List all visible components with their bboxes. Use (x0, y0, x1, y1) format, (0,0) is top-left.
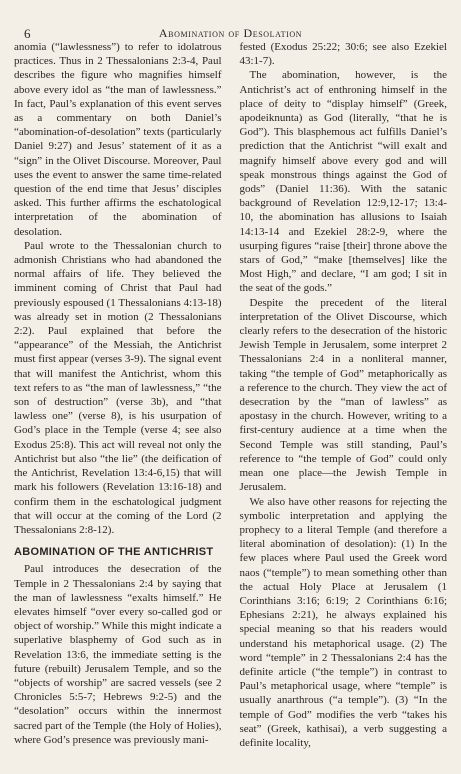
page-header (14, 0, 447, 40)
paragraph: Despite the precedent of the literal interpretation of the Olivet Discourse, which clearly refers to the desecration of the historic Jewish Temple in Jerusalem, some interpret 2 Thessalonians 2:4 in a nonliteral manner, taking “the temple of God” metaphorically as a reference to the church. They view the act of desecration by the “man of lawless” as apostasy in the church. However, writing to a first-century audience at a time when the Second Temple was still standing, Paul’s reference to “the temple of God” could only mean one place—the Jewish Temple in Jerusalem. (239, 296, 447, 494)
paragraph: Paul introduces the desecration of the Temple in 2 Thessalonians 2:4 by saying that the man of lawlessness “exalts himself.” He elevates himself “over every so-called god or object of worship.” While this might indicate a superlative blasphemy of God such as in Revelation 13:6, the immediate setting is the future (rebuilt) Jerusalem Temple, and so the “objects of worship” are sacred vessels (see 2 Chronicles 5:5-7; Hebrews 9:2-5) and the “desolation” occurs within the innermost sacred part of the Temple (the Holy of Holies), where God’s presence was previously mani- (14, 563, 222, 746)
paragraph: We also have other reasons for rejecting the symbolic interpretation and applying the prophecy to a literal Temple (and therefore a literal abomination of desolation): (1) In the few places where Paul used the Greek word naos (“temple”) to mean something other than the actual Holy Place at Jerusalem (1 Corinthians 3:16; 6:19; 2 Corinthians 6:16; Ephesians 2:21), he always explained his special meaning so that his readers would understand his metaphorical usage. (2) The word “temple” in 2 Thessalonians 2:4 has the definite article (“the temple”) in contrast to Paul’s metaphorical usage, where “temple” is usually anarthrous (“a temple”). (3) “In the temple of God” modifies the verb “takes his seat” (Greek, kathisai), a verb suggesting a definite locality, (239, 495, 447, 749)
paragraph: Paul wrote to the Thessalonian church to admonish Christians who had abandoned the normal affairs of life. They believed the imminent coming of Christ that Paul had previously espoused (1 Thessalonians 4:13-18) was already set in motion (2 Thessalonians 2:2). Paul explained that before the “appearance” of the Messiah, the Antichrist must first appear (verses 3-9). The signal event that will manifest the Antichrist, whom this text refers to as “the man of lawlessness,” “the son of destruction” (verse 3b), and “that lawless one” (verse 8), is his usurpation of God’s place in the Temple (verse 4; see also Exodus 25:8). This act will reveal not only the Antichrist but also “the lie” (the deification of the Antichrist, Revelation 13:4-6,15) that will mark his followers (Revelation 13:16-18) and confirm them in the eschatological judgment that will occur at the coming of the Lord (2 Thessalonians 2:8-12). (14, 239, 222, 536)
text-columns (14, 40, 447, 760)
right-column (240, 40, 448, 760)
paragraph: fested (Exodus 25:22; 30:6; see also Ezekiel 43:1-7). (239, 41, 447, 68)
running-head: Abomination of Desolation (158, 26, 303, 40)
section-heading: ABOMINATION OF THE ANTICHRIST (14, 546, 214, 559)
paragraph: The abomination, however, is the Antichrist’s act of enthroning himself in the place of deity to “display himself” (Greek, apodeiknunta) as God (literally, “that he is God”). This blasphemous act fulfills Daniel’s prediction that the Antichrist “will exalt and magnify himself above every god and will speak monstrous things against the God of gods” (Daniel 11:36). With the satanic background of Revelation 12:9,12-17; 13:4-10, the abomination has allusions to Isaiah 14:13-14 and Ezekiel 28:2-9, where the usurping figures “raise [their] throne above the stars of God,” “make [themselves] like the Most High,” and declare, “I am god; I sit in the seat of the gods.” (239, 69, 447, 295)
page-number: 6 (24, 26, 31, 41)
paragraph: anomia (“lawlessness”) to refer to idolatrous practices. Thus in 2 Thessalonians 2:3-4, Paul describes the figure who magnifies himself above every idol as “the man of lawlessness.” In fact, Paul’s explanation of this event serves as a commentary on both Daniel’s “abomination-of-desolation” texts (particularly Daniel 9:27) and Jesus’ statement of it as a “sign” in the Olivet Discourse. Moreover, Paul uses the event to answer the same time-related question of the end time that Jesus’ disciples asked. This further affirms the eschatological interpretation of the abomination of desolation. (14, 41, 222, 238)
left-column (14, 40, 222, 760)
